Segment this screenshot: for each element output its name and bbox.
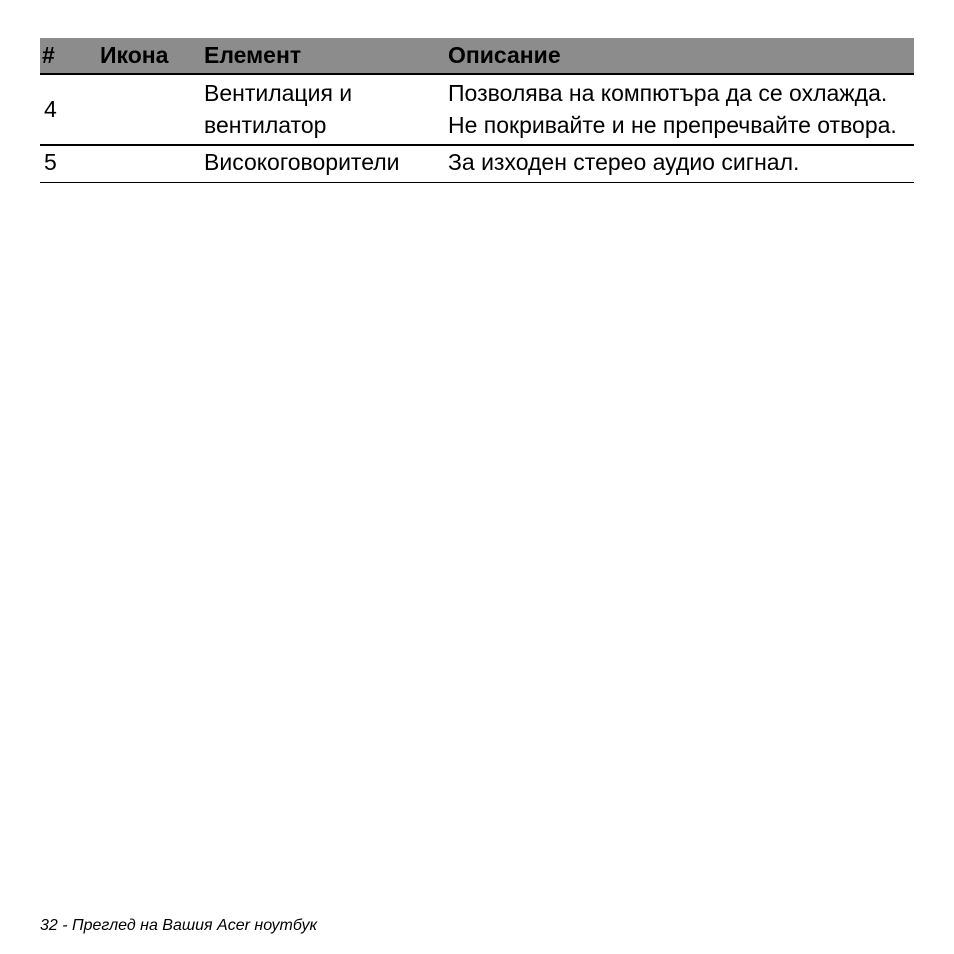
header-number: # [40,38,98,74]
description-line: За изходен стерео аудио сигнал. [448,149,800,175]
row-description [444,74,914,145]
row-icon-cell [98,145,202,183]
row-icon-cell [98,74,202,145]
description-line: Позволява на компютъра да се охлажда. [448,80,888,106]
table-body [40,74,914,183]
header-description: Описание [444,38,914,74]
description-line: Не покривайте и не препречвайте отвора. [448,112,897,138]
table-row [40,74,914,145]
table-header [40,38,914,74]
table-header-row [40,38,914,74]
row-number: 4 [40,74,98,145]
row-element: Вентилация и вентилатор [202,74,444,145]
page-footer: 32 - Преглед на Вашия Acer ноутбук [40,917,318,934]
header-icon: Икона [98,38,202,74]
row-number: 5 [40,145,98,183]
table-row [40,145,914,183]
components-table [40,38,914,183]
row-description [444,145,914,183]
header-element: Елемент [202,38,444,74]
row-element: Високоговорители [202,145,444,183]
